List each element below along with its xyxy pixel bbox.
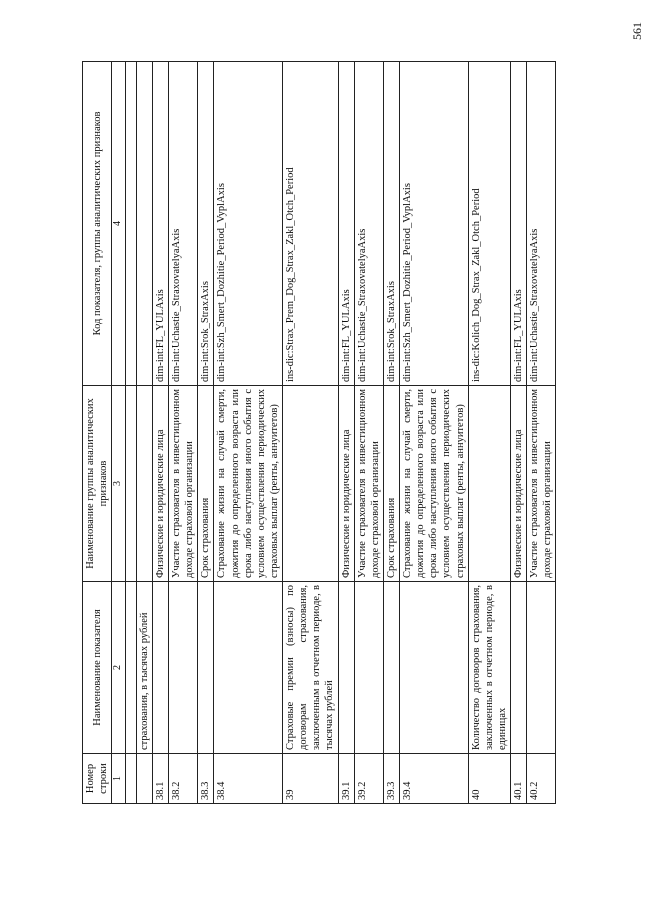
header-group-name: Наименование группы аналитических признаков (83, 386, 112, 582)
table-header-row (83, 62, 112, 804)
code-cell: ins-dic:Strax_Prem_Dog_Strax_Zakl_Otch_Period (283, 62, 339, 386)
spacer-cell (125, 754, 136, 804)
row-number-cell: 39.3 (383, 754, 399, 804)
column-number-row (112, 62, 126, 804)
group-name-cell: Участие страхователя в инвестиционном доходе страховой организации (527, 386, 556, 582)
indicator-name-cell (214, 582, 283, 754)
indicator-table (82, 61, 556, 804)
spacer-cell (125, 386, 136, 582)
code-cell: dim-int:FL_YULAxis (338, 62, 354, 386)
table-body (136, 62, 556, 804)
group-name-cell: Участие страхователя в инвестиционном доходе страховой организации (354, 386, 383, 582)
code-cell: dim-int:Uchastie_StraxovatelyaAxis (169, 62, 198, 386)
column-number: 4 (112, 62, 126, 386)
indicator-name-cell (152, 582, 168, 754)
table-row (136, 62, 152, 804)
code-cell: dim-int:Uchastie_StraxovatelyaAxis (527, 62, 556, 386)
indicator-name-cell: Количество договоров страхования, заключенных в отчетном периоде, в единицах (468, 582, 510, 754)
group-name-cell (136, 386, 152, 582)
row-number-cell: 40 (468, 754, 510, 804)
column-number: 1 (112, 754, 126, 804)
table-row (338, 62, 354, 804)
table-row (468, 62, 510, 804)
code-cell: dim-int:FL_YULAxis (152, 62, 168, 386)
code-cell: dim-int:FL_YULAxis (511, 62, 527, 386)
row-number-cell: 38.2 (169, 754, 198, 804)
group-name-cell: Срок страхования (383, 386, 399, 582)
table-row (383, 62, 399, 804)
code-cell: dim-int:Szh_Smert_Dozhitie_Period_VyplAxis (400, 62, 469, 386)
indicator-name-cell (198, 582, 214, 754)
spacer-row (125, 62, 136, 804)
row-number-cell: 40.1 (511, 754, 527, 804)
code-cell: ins-dic:Kolich_Dog_Strax_Zakl_Otch_Period (468, 62, 510, 386)
rotated-table-sheet (82, 62, 570, 804)
table-row (400, 62, 469, 804)
group-name-cell: Страхование жизни на случай смерти, дожития до определенного возраста или срока либо наступления иного события с условием осуществления периодических страховых выплат (ренты, аннуитетов) (214, 386, 283, 582)
group-name-cell: Срок страхования (198, 386, 214, 582)
table-row (283, 62, 339, 804)
header-indicator-name: Наименование показателя (83, 582, 112, 754)
column-number: 2 (112, 582, 126, 754)
table-row (152, 62, 168, 804)
table-row (214, 62, 283, 804)
group-name-cell: Физические и юридические лица (338, 386, 354, 582)
indicator-name-cell (354, 582, 383, 754)
indicator-name-cell (169, 582, 198, 754)
row-number-cell (136, 754, 152, 804)
spacer-cell (125, 62, 136, 386)
table-row (169, 62, 198, 804)
page-number: 561 (630, 22, 644, 40)
group-name-cell: Страхование жизни на случай смерти, дожития до определенного возраста или срока либо наступления иного события с условием осуществления периодических страховых выплат (ренты, аннуитетов) (400, 386, 469, 582)
row-number-cell: 39.2 (354, 754, 383, 804)
row-number-cell: 38.4 (214, 754, 283, 804)
group-name-cell: Физические и юридические лица (511, 386, 527, 582)
indicator-name-cell: Страховые премии (взносы) по договорам страхования, заключенным в отчетном периоде, в тысячах рублей (283, 582, 339, 754)
group-name-cell (468, 386, 510, 582)
group-name-cell (283, 386, 339, 582)
row-number-cell: 39 (283, 754, 339, 804)
table-row (511, 62, 527, 804)
header-row-number: Номер строки (83, 754, 112, 804)
indicator-name-cell (527, 582, 556, 754)
code-cell (136, 62, 152, 386)
indicator-name-cell (383, 582, 399, 754)
table-row (527, 62, 556, 804)
row-number-cell: 38.3 (198, 754, 214, 804)
table-row (354, 62, 383, 804)
header-code: Код показателя, группы аналитических признаков (83, 62, 112, 386)
indicator-name-cell (400, 582, 469, 754)
indicator-name-cell (511, 582, 527, 754)
group-name-cell: Физические и юридические лица (152, 386, 168, 582)
code-cell: dim-int:Uchastie_StraxovatelyaAxis (354, 62, 383, 386)
code-cell: dim-int:Srok_StraxAxis (383, 62, 399, 386)
row-number-cell: 39.1 (338, 754, 354, 804)
indicator-name-cell (338, 582, 354, 754)
row-number-cell: 38.1 (152, 754, 168, 804)
table-row (198, 62, 214, 804)
indicator-name-cell: страхования, в тысячах рублей (136, 582, 152, 754)
code-cell: dim-int:Szh_Smert_Dozhitie_Period_VyplAxis (214, 62, 283, 386)
row-number-cell: 40.2 (527, 754, 556, 804)
spacer-cell (125, 582, 136, 754)
group-name-cell: Участие страхователя в инвестиционном доходе страховой организации (169, 386, 198, 582)
column-number: 3 (112, 386, 126, 582)
row-number-cell: 39.4 (400, 754, 469, 804)
code-cell: dim-int:Srok_StraxAxis (198, 62, 214, 386)
